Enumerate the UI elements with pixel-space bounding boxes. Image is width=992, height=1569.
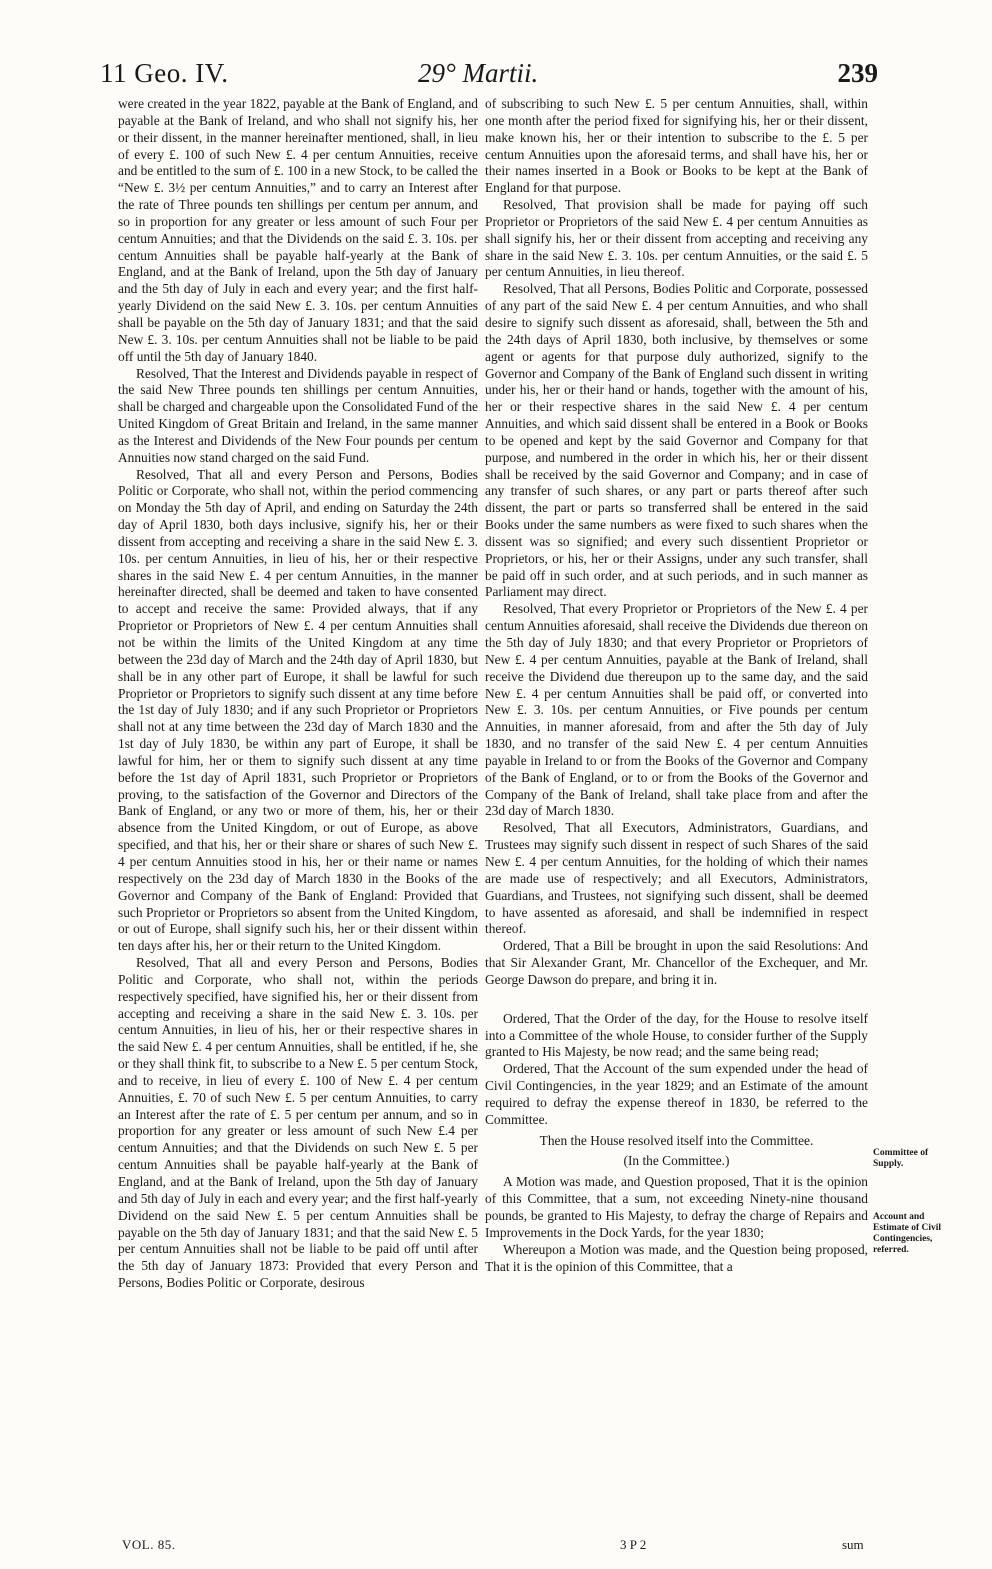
committee-line: Then the House resolved itself into the Committee. xyxy=(539,1132,814,1148)
paragraph: Resolved, That all Persons, Bodies Politic and Corporate, possessed of any part of the said New £. 4 per centum Annuities, and who shall desire to signify such dissent as aforesaid, shall, between the 5th and the 24th days of April 1830, both inclusive, by themselves or some agent or agents for that purpose duly authorized, signify to the Governor and Company of the Bank of England such dissent in writing under his, her or their hand or hands, together with the amount of his, her or their respective shares in the said New £. 4 per centum Annuities, and which said dissent shall be entered in a Book or Books to be opened and kept by the said Governor and Company for that purpose, and numbered in the order in which his, her or their dissent shall be received by the said Governor and Company; and in case of any transfer of such shares, or any part or parts thereof after such dissent, the part or parts so transferred shall be entered in the said Books under the same numbers as were fixed to such shares when the dissent was so signified; and every such dissentient Proprietor or Proprietors, or his, her or their Assigns, under any such transfer, shall be paid off in such order, and at such periods, and in such manner as Parliament may direct. xyxy=(485,281,868,600)
paragraph: Resolved, That all Executors, Administrators, Guardians, and Trustees may signify such dissent in respect of such Shares of the said New £. 4 per centum Annuities, for the holding of which their names are made use of respectively; and all Executors, Administrators, Guardians, and Trustees, not signifying such dissent, shall be deemed to have assented as aforesaid, and shall be indemnified in respect thereof. xyxy=(485,820,868,937)
right-column xyxy=(485,96,868,1275)
paragraph: Ordered, That the Order of the day, for the House to resolve itself into a Committee of the whole House, to consider further of the Supply granted to His Majesty, be now read; and the same being read; xyxy=(485,1010,868,1060)
in-committee-heading: (In the Committee.) xyxy=(623,1153,730,1169)
date-heading: 29° Martii. xyxy=(418,58,539,88)
regnal-year: 11 Geo. IV. xyxy=(100,58,229,88)
paragraph: Resolved, That all and every Person and Persons, Bodies Politic or Corporate, who shall not, within the period commencing on Monday the 5th day of April, and ending on Saturday the 24th day of April 1830, both days inclusive, signify his, her or their dissent from accepting and receiving a share in the said New £. 3. 10s. per centum Annuities, in lieu of his, her or their respective shares in the said New £. 4 per centum Annuities, in the manner hereinafter directed, shall be deemed and taken to have consented to accept and receive the same: Provided always, that if any Proprietor or Proprietors of New £. 4 per centum Annuities shall not be within the limits of the United Kingdom at any time between the 23d day of March and the 24th day of April 1830, but shall be in any other part of Europe, it shall be lawful for such Proprietor or Proprietors to signify such dissent at any time before the 1st day of July 1830; and if any such Proprietor or Proprietors shall not at any time between the 23d day of March 1830 and the 1st day of July 1830, be within any part of Europe, it shall be lawful for him, her or them to signify such dissent at any time before the 1st day of April 1831, such Proprietor or Proprietors proving, to the satisfaction of the Governor and Directors of the Bank of England, or any two or more of them, his, her or their absence from the United Kingdom, or out of Europe, as above specified, and that his, her or their share or shares of such New £. 4 per centum Annuities stood in his, her or their name or names respectively on the 23d day of March 1830 in the Books of the Governor and Company of the Bank of England: Provided that such Proprietor or Proprietors so absent from the United Kingdom, or out of Europe, shall signify such his, her or their dissent within ten days after his, her or their return to the United Kingdom. xyxy=(118,466,478,954)
section-gap xyxy=(485,989,868,1011)
page-number: 239 xyxy=(837,58,878,88)
paragraph: Resolved, That provision shall be made for paying off such Proprietor or Proprietors of the said New £. 4 per centum Annuities as shall signify his, her or their dissent from accepting and receiving any share in the said New £. 3. 10s. per centum Annuities, or the said £. 5 per centum Annuities, in lieu thereof. xyxy=(485,197,868,280)
signature-mark: 3 P 2 xyxy=(620,1537,647,1552)
margin-note-supply: Committee of Supply. xyxy=(873,1148,929,1169)
volume-footer: VOL. 85. xyxy=(122,1537,176,1552)
paragraph: Resolved, That every Proprietor or Proprietors of the New £. 4 per centum Annuities aforesaid, shall receive the Dividends due thereon on the 5th day of July 1830; and that every Proprietor or Proprietors of New £. 4 per centum Annuities, payable at the Bank of Ireland, shall receive the Dividend due thereupon up to the same day, and the said New £. 4 per centum Annuities shall be paid off, or converted into New £. 3. 10s. per centum Annuities, or Five pounds per centum Annuities, in manner aforesaid, from and after the 5th day of July 1830, and no transfer of the said New £. 4 per centum Annuities payable in Ireland to or from the Books of the Governor and Company of the Bank of England, or to or from the Books of the Governor and Company of the Bank of Ireland, shall take place from and after the 23d day of March 1830. xyxy=(485,601,868,819)
paragraph: were created in the year 1822, payable at the Bank of England, and payable at the Bank of Ireland, and who shall not signify his, her or their dissent, in the manner hereinafter mentioned, shall, in lieu of every £. 100 of such New £. 4 per centum Annuities, receive and be entitled to the sum of £. 100 in a new Stock, to be called the “New £. 3½ per centum Annuities,” and to carry an Interest after the rate of Three pounds ten shillings per centum per annum, and so in proportion for any greater or less amount of such Four per centum Annuities; and that the Dividends on the said £. 3. 10s. per centum Annuities shall be payable half-yearly at the Bank of England, and at the Bank of Ireland, upon the 5th day of January and the 5th day of July in each and every year; and the first half-yearly Dividend on the said New £. 3. 10s. per centum Annuities shall be payable on the 5th day of January 1831; and that the said New £. 3. 10s. per centum Annuities shall not be liable to be paid off until the 5th day of January 1840. xyxy=(118,96,478,364)
paragraph: A Motion was made, and Question proposed, That it is the opinion of this Committee, that a sum, not exceeding Ninety-nine thousand pounds, be granted to His Majesty, to defray the charge of Repairs and Improvements in the Dock Yards, for the year 1830; xyxy=(485,1174,868,1240)
margin-note-account: Account and Estimate of Civil Contingencies, referred. xyxy=(873,1212,942,1255)
catchword: sum xyxy=(842,1537,864,1552)
paragraph: Resolved, That all and every Person and Persons, Bodies Politic and Corporate, who shall not, within the periods respectively specified, have signified his, her or their dissent from accepting and receiving a share in the said New £. 3. 10s. per centum Annuities, in lieu of his, her or their respective shares in the said New £. 4 per centum Annuities, shall be entitled, if he, she or they shall think fit, to subscribe to a New £. 5 per centum Stock, and to receive, in lieu of every £. 100 of New £. 4 per centum Annuities, £. 70 of such New £. 5 per centum Annuities, to carry an Interest after the rate of £. 5 per centum per annum, and so in proportion for any greater or less amount of such New £.4 per centum Annuities; and that the Dividends on such New £. 5 per centum Annuities shall be payable half-yearly at the Bank of England, and at the Bank of Ireland, upon the 5th day of January and 5th day of July in each and every year; and the first half-yearly Dividend on the said New £. 5 per centum Annuities shall be payable on the 5th day of January 1831; and that the said New £. 5 per centum Annuities shall not be liable to be paid off until after the 5th day of January 1873: Provided that every Person and Persons, Bodies Politic or Corporate, desirous xyxy=(118,955,478,1291)
left-column xyxy=(118,96,478,1292)
paragraph: Ordered, That a Bill be brought in upon the said Resolutions: And that Sir Alexander Grant, Mr. Chancellor of the Exchequer, and Mr. George Dawson do prepare, and bring it in. xyxy=(485,938,868,987)
paragraph: Whereupon a Motion was made, and the Question being proposed, That it is the opinion of this Committee, that a xyxy=(485,1241,868,1274)
page-header xyxy=(100,58,878,98)
paragraph: Ordered, That the Account of the sum expended under the head of Civil Contingencies, in the year 1829; and an Estimate of the amount required to defray the expense thereof in 1830, be referred to the Committee. xyxy=(485,1061,868,1127)
paragraph: Resolved, That the Interest and Dividends payable in respect of the said New Three pounds ten shillings per centum Annuities, shall be charged and chargeable upon the Consolidated Fund of the United Kingdom of Great Britain and Ireland, in the same manner as the Interest and Dividends of the New Four pounds per centum Annuities now stand charged on the said Fund. xyxy=(118,365,478,465)
paragraph: of subscribing to such New £. 5 per centum Annuities, shall, within one month after the period fixed for signifying his, her or their dissent, make known his, her or their intention to subscribe to the £. 5 per centum Annuities upon the aforesaid terms, and shall have his, her or their names inserted in a Book or Books to be kept at the Bank of England for that purpose. xyxy=(485,96,868,196)
